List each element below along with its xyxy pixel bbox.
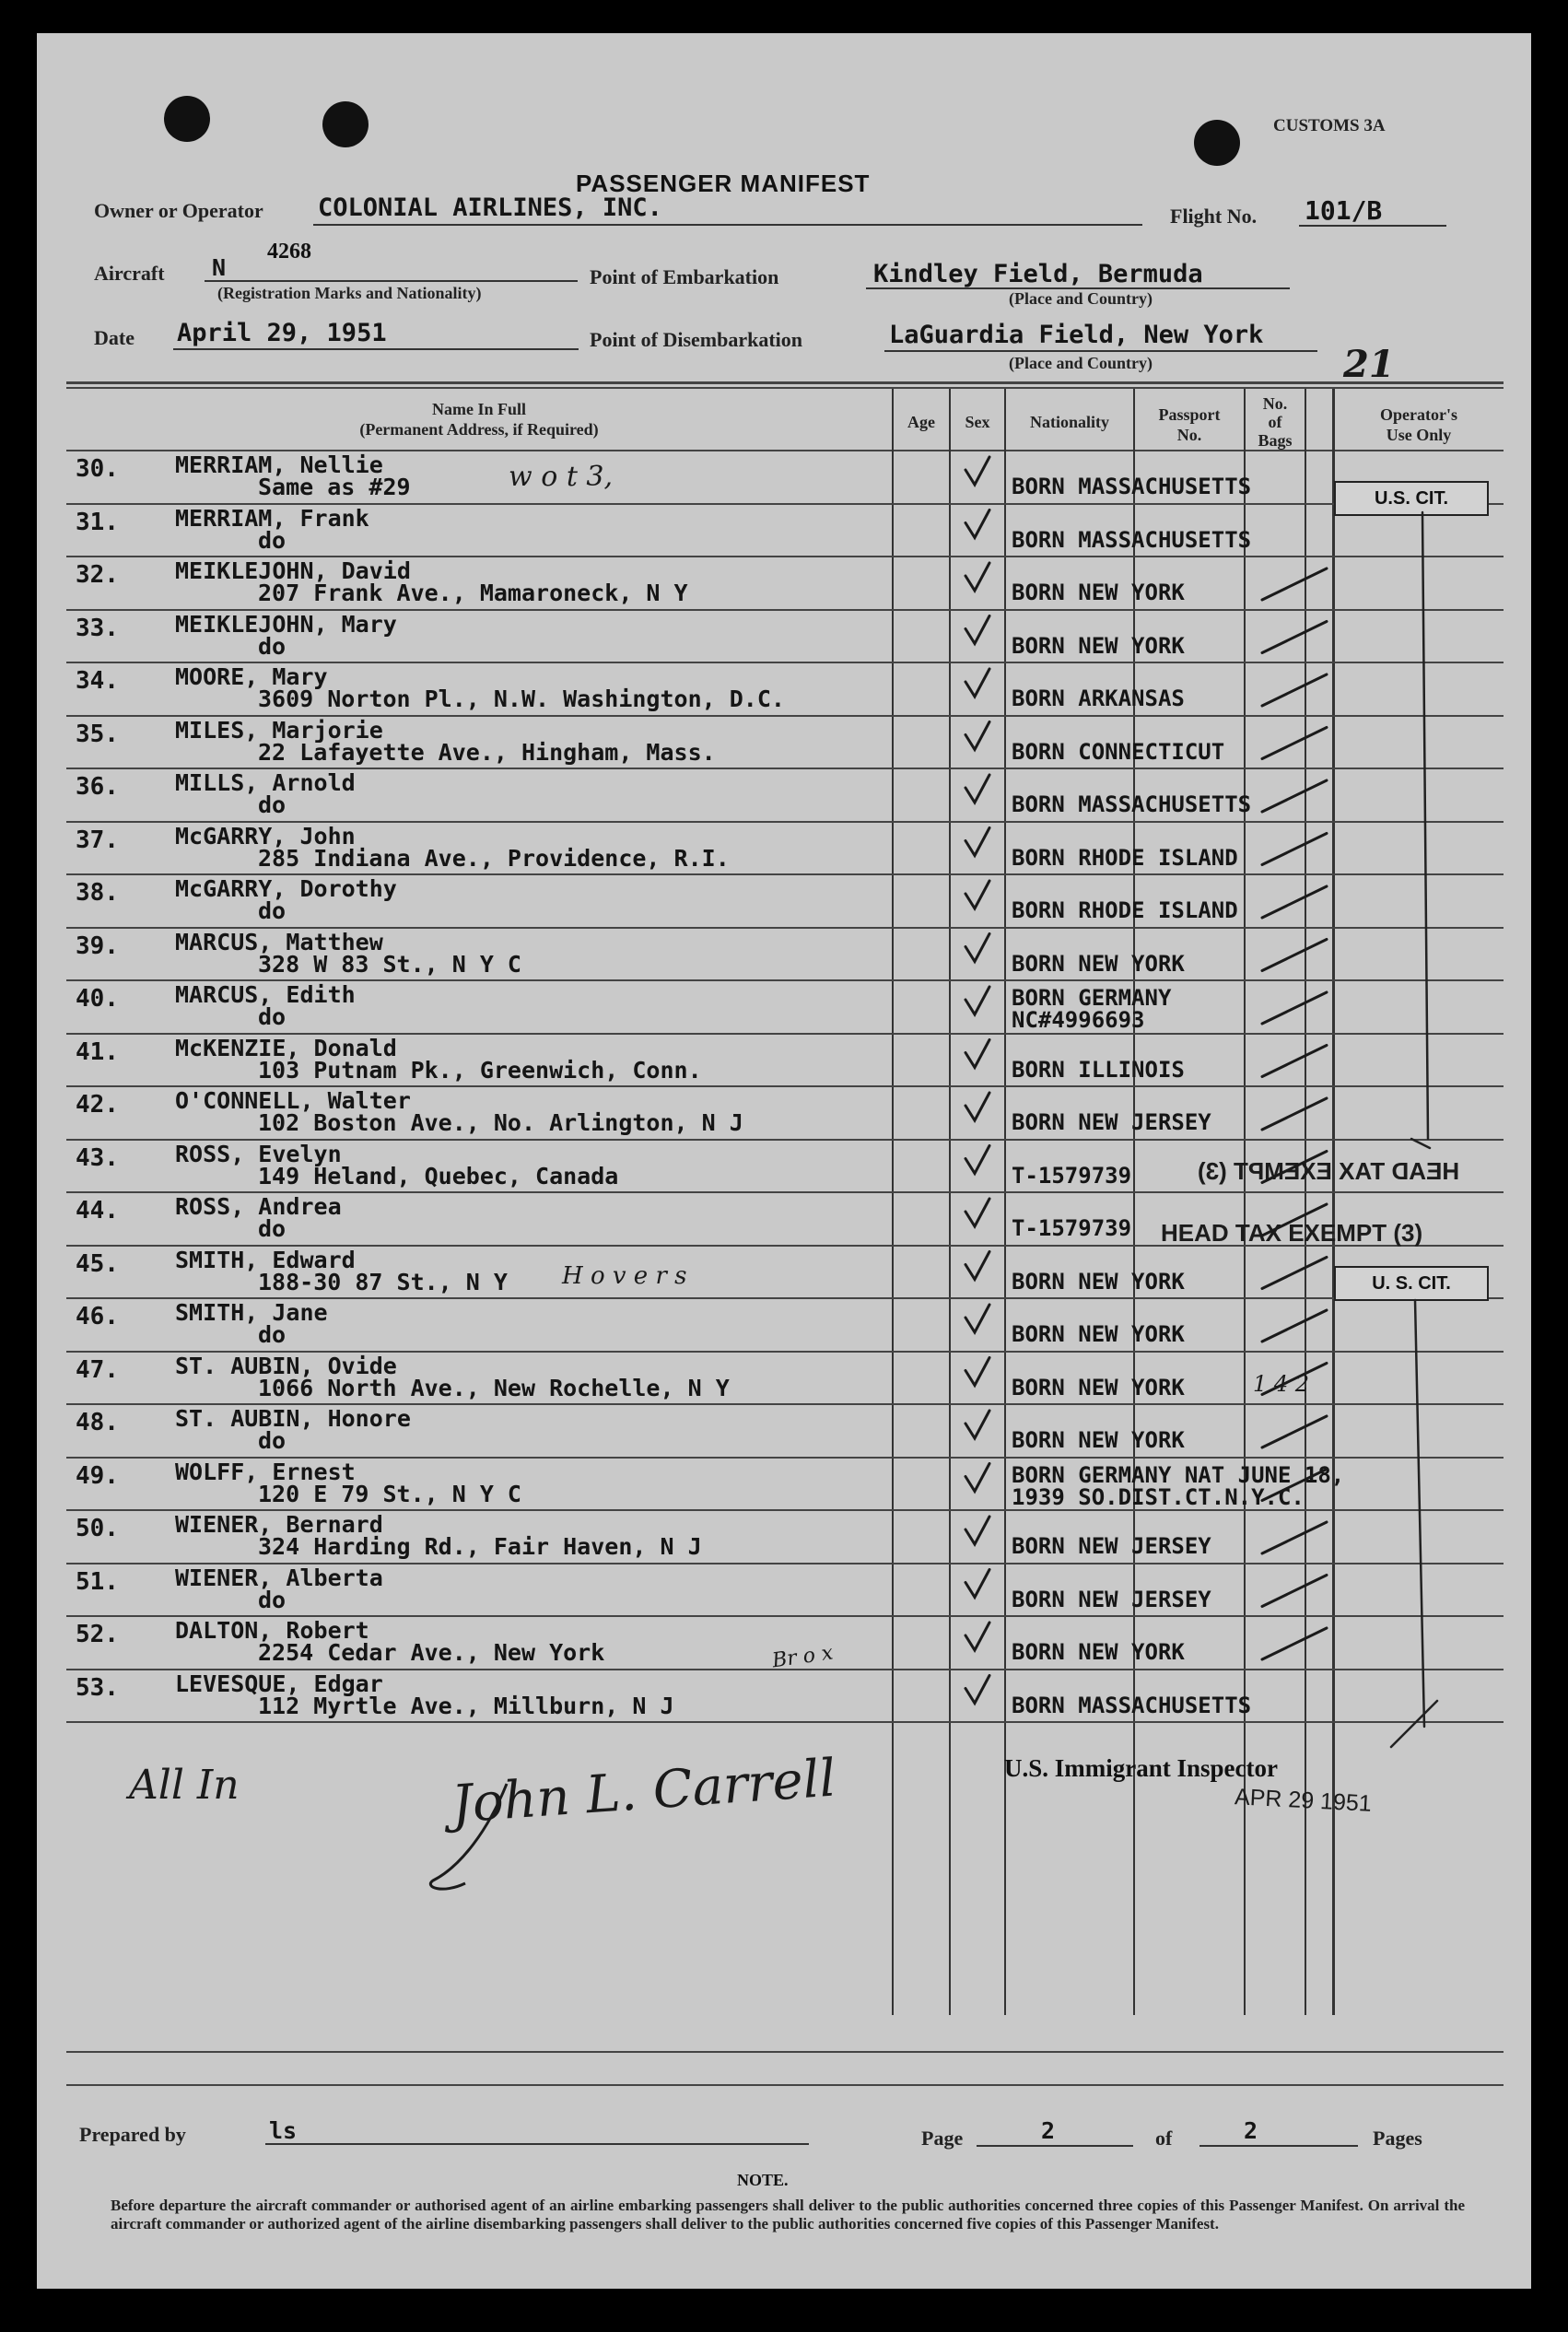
prepared-by-label: Prepared by — [79, 2123, 186, 2146]
of-label: of — [1155, 2127, 1173, 2150]
row-number: 50. — [76, 1515, 119, 1542]
sex-check-mark — [965, 828, 989, 856]
sex-check-mark — [965, 1305, 989, 1332]
passenger-address: 324 Harding Rd., Fair Haven, N J — [258, 1533, 702, 1560]
passenger-name: ST. AUBIN, Honore — [175, 1405, 411, 1432]
all-in-note: All In — [129, 1762, 240, 1809]
sex-check-mark — [965, 1676, 989, 1704]
row-number: 37. — [76, 826, 119, 854]
handwritten-note-row30: w o t 3, — [509, 461, 614, 493]
passenger-address: do — [258, 526, 287, 554]
passenger-nationality: BORN NEW YORK — [1012, 1321, 1185, 1347]
handwritten-total: 21 — [1343, 343, 1395, 386]
passenger-address: do — [258, 1215, 287, 1242]
passenger-address: do — [258, 632, 287, 660]
passenger-address: 207 Frank Ave., Mamaroneck, N Y — [258, 580, 688, 606]
embarkation-value: Kindley Field, Bermuda — [873, 260, 1203, 288]
sex-check-mark — [965, 722, 989, 750]
passenger-name: MERRIAM, Nellie — [175, 451, 383, 478]
sex-check-mark — [965, 1146, 989, 1174]
passenger-name: ST. AUBIN, Ovide — [175, 1352, 397, 1379]
passenger-nationality: BORN NEW YORK — [1012, 1639, 1185, 1665]
page-label: Page — [921, 2127, 964, 2150]
operator-slash-mark — [1262, 992, 1327, 1024]
manifest-page — [37, 33, 1531, 2289]
row-number: 41. — [76, 1037, 119, 1066]
operator-slash-mark — [1262, 1046, 1327, 1077]
operator-slash-mark — [1262, 1416, 1327, 1447]
col-age: Age — [907, 413, 935, 431]
operator-slash-mark — [1262, 834, 1327, 865]
passenger-name: WIENER, Alberta — [175, 1564, 383, 1591]
signature-flourish — [424, 1765, 977, 1904]
passenger-name: ROSS, Andrea — [175, 1193, 342, 1220]
passenger-name: MEIKLEJOHN, David — [175, 557, 411, 584]
us-citizen-stamp: U.S. CIT. — [1334, 481, 1489, 516]
handwritten-note-row47: 1 4 2 — [1253, 1371, 1310, 1397]
operator-slash-mark — [1262, 1470, 1327, 1501]
row-number: 43. — [76, 1143, 119, 1172]
passenger-nationality: BORN NEW YORK — [1012, 580, 1185, 605]
operator-slash-mark — [1262, 1628, 1327, 1659]
passenger-nationality: BORN ARKANSAS — [1012, 686, 1185, 711]
head-tax-exempt-mirrored-stamp: HEAD TAX EXEMPT (3) — [1198, 1157, 1460, 1185]
flight-label: Flight No. — [1170, 205, 1258, 228]
passenger-nationality: BORN NEW YORK — [1012, 950, 1185, 977]
passenger-nationality: BORN GERMANY NAT JUNE 18, — [1012, 1461, 1345, 1488]
passenger-name: MERRIAM, Frank — [175, 504, 369, 532]
col-passport-2: No. — [1176, 426, 1202, 444]
passenger-name: MILLS, Arnold — [175, 769, 356, 796]
row-number: 53. — [76, 1673, 119, 1702]
col-sex: Sex — [965, 413, 990, 431]
passenger-name: WOLFF, Ernest — [175, 1458, 356, 1485]
col-bags-3: Bags — [1258, 431, 1293, 450]
row-number: 49. — [76, 1461, 119, 1490]
passenger-address: 103 Putnam Pk., Greenwich, Conn. — [258, 1056, 702, 1084]
sex-check-mark — [965, 616, 989, 644]
passenger-address: 22 Lafayette Ave., Hingham, Mass. — [258, 738, 716, 766]
row-number: 48. — [76, 1409, 119, 1436]
handwritten-marks — [37, 33, 1531, 2289]
disembarkation-sublabel: (Place and Country) — [1009, 354, 1153, 372]
passenger-nationality: BORN CONNECTICUT — [1012, 738, 1225, 765]
row-number: 34. — [76, 667, 119, 695]
head-tax-exempt-stamp: HEAD TAX EXEMPT (3) — [1161, 1219, 1423, 1247]
passenger-nationality: BORN MASSACHUSETTS — [1012, 526, 1252, 553]
col-passport-1: Passport — [1158, 405, 1221, 424]
passenger-name: MOORE, Mary — [175, 663, 328, 690]
customs-form-id: CUSTOMS 3A — [1273, 116, 1386, 135]
col-bags-1: No. — [1262, 394, 1288, 413]
operator-slash-mark — [1262, 1310, 1327, 1342]
disembarkation-value: LaGuardia Field, New York — [889, 321, 1264, 349]
aircraft-number: 4268 — [267, 240, 311, 264]
row-number: 32. — [76, 561, 119, 589]
row-number: 47. — [76, 1355, 119, 1384]
passenger-name: MARCUS, Matthew — [175, 928, 383, 955]
note-title: NOTE. — [737, 2171, 789, 2189]
sex-check-mark — [965, 1464, 989, 1492]
date-label: Date — [94, 326, 135, 349]
operator-slash-mark — [1262, 568, 1327, 600]
sex-check-mark — [965, 457, 989, 485]
col-operator-1: Operator's — [1380, 405, 1457, 424]
note-text: Before departure the aircraft commander or authorised agent of an airline embarking passengers shall deliver to the public authorities concerned three copies of this Passenger Manifest. On arrival the aircraft commander or authorized agent of the airline disembarking passengers shall deliver to the public authorities concerned five copies of this Passenger Manifest. — [111, 2197, 1465, 2232]
passenger-name: DALTON, Robert — [175, 1617, 369, 1644]
owner-label: Owner or Operator — [94, 199, 263, 222]
passenger-name: MARCUS, Edith — [175, 981, 356, 1008]
passenger-nationality: BORN MASSACHUSETTS — [1012, 474, 1252, 499]
operator-slash-mark — [1262, 1364, 1327, 1395]
passenger-nationality: BORN MASSACHUSETTS — [1012, 791, 1252, 817]
operator-slash-mark — [1262, 674, 1327, 706]
sex-check-mark — [965, 1040, 989, 1068]
passenger-address: do — [258, 1586, 287, 1613]
operator-slash-mark — [1262, 1258, 1327, 1289]
operator-slash-mark — [1262, 728, 1327, 759]
passenger-nationality: BORN MASSACHUSETTS — [1012, 1692, 1252, 1718]
sex-check-mark — [965, 1623, 989, 1650]
row-number: 40. — [76, 985, 119, 1013]
row-number: 45. — [76, 1249, 119, 1278]
embarkation-label: Point of Embarkation — [590, 265, 779, 288]
passenger-name: MEIKLEJOHN, Mary — [175, 610, 397, 638]
passenger-nationality: BORN NEW YORK — [1012, 1374, 1185, 1400]
passenger-address: do — [258, 1427, 287, 1454]
sex-check-mark — [965, 881, 989, 908]
sex-check-mark — [965, 510, 989, 538]
row-number: 52. — [76, 1621, 119, 1648]
inspector-title: U.S. Immigrant Inspector — [1004, 1754, 1278, 1782]
total-pages-value: 2 — [1244, 2117, 1258, 2144]
operator-slash-mark — [1262, 940, 1327, 971]
passenger-nationality: BORN NEW JERSEY — [1012, 1586, 1211, 1612]
row-number: 36. — [76, 773, 119, 801]
passenger-address: do — [258, 1003, 287, 1030]
col-nationality: Nationality — [1029, 413, 1109, 431]
date-value: April 29, 1951 — [177, 319, 387, 347]
sex-check-mark — [965, 669, 989, 697]
passenger-name: SMITH, Jane — [175, 1299, 328, 1326]
row-number: 46. — [76, 1303, 119, 1330]
col-name-title: Name In Full — [431, 400, 526, 418]
passenger-address: 112 Myrtle Ave., Millburn, N J — [258, 1692, 674, 1719]
passenger-nationality: BORN RHODE ISLAND — [1012, 844, 1238, 871]
aircraft-label: Aircraft — [94, 262, 165, 285]
flight-value: 101/B — [1305, 195, 1383, 226]
passenger-address: 149 Heland, Quebec, Canada — [258, 1162, 619, 1189]
row-number: 51. — [76, 1567, 119, 1596]
passenger-address: 102 Boston Ave., No. Arlington, N J — [258, 1109, 743, 1136]
passenger-address: 2254 Cedar Ave., New York — [258, 1639, 605, 1666]
operator-slash-mark — [1262, 1152, 1327, 1183]
owner-value: COLONIAL AIRLINES, INC. — [318, 193, 662, 222]
row-number: 33. — [76, 614, 119, 642]
aircraft-prefix: N — [212, 254, 227, 281]
aircraft-sublabel: (Registration Marks and Nationality) — [217, 284, 482, 302]
row-number: 35. — [76, 720, 119, 748]
passenger-nationality: BORN NEW YORK — [1012, 1427, 1185, 1453]
passenger-address: 328 W 83 St., N Y C — [258, 950, 521, 978]
sex-check-mark — [965, 1517, 989, 1544]
passenger-address: 285 Indiana Ave., Providence, R.I. — [258, 844, 730, 872]
sex-check-mark — [965, 1411, 989, 1438]
embarkation-sublabel: (Place and Country) — [1009, 289, 1153, 308]
passenger-nationality: BORN NEW JERSEY — [1012, 1109, 1211, 1135]
row-number: 38. — [76, 879, 119, 907]
passenger-name: McGARRY, Dorothy — [175, 875, 397, 902]
passenger-address: 120 E 79 St., N Y C — [258, 1480, 521, 1507]
passenger-nationality: T-1579739 — [1012, 1215, 1132, 1241]
operator-slash-mark — [1262, 1204, 1327, 1236]
passenger-address: 188-30 87 St., N Y — [258, 1268, 508, 1295]
col-operator-2: Use Only — [1386, 426, 1452, 444]
passenger-address: 1066 North Ave., New Rochelle, N Y — [258, 1374, 730, 1401]
operator-slash-mark — [1262, 780, 1327, 812]
form-title: PASSENGER MANIFEST — [576, 170, 871, 197]
operator-slash-mark — [1262, 1522, 1327, 1553]
sex-check-mark — [965, 934, 989, 962]
row-number: 44. — [76, 1197, 119, 1225]
col-bags-2: of — [1268, 413, 1282, 431]
operator-slash-mark — [1262, 886, 1327, 918]
handwritten-note-row45: H o v e r s — [562, 1262, 687, 1290]
operator-slash-mark — [1262, 622, 1327, 653]
page-value: 2 — [1041, 2117, 1056, 2144]
passenger-nationality: BORN NEW YORK — [1012, 632, 1185, 659]
passenger-nationality-extra: NC#4996693 — [1012, 1007, 1145, 1033]
row-number: 30. — [76, 455, 119, 483]
passenger-address: do — [258, 1321, 287, 1348]
passenger-name: SMITH, Edward — [175, 1246, 356, 1273]
passenger-nationality: BORN NEW YORK — [1012, 1268, 1185, 1295]
row-number: 39. — [76, 932, 119, 960]
passenger-nationality: BORN GERMANY — [1012, 985, 1172, 1011]
passenger-nationality: BORN RHODE ISLAND — [1012, 897, 1238, 923]
sex-check-mark — [965, 1199, 989, 1226]
passenger-name: O'CONNELL, Walter — [175, 1087, 411, 1114]
us-citizen-stamp-2: U. S. CIT. — [1334, 1266, 1489, 1301]
passenger-name: McGARRY, John — [175, 822, 356, 850]
passenger-name: McKENZIE, Donald — [175, 1034, 397, 1061]
passenger-address: do — [258, 791, 287, 818]
passenger-name: WIENER, Bernard — [175, 1511, 383, 1538]
operator-slash-mark — [1262, 1576, 1327, 1607]
inspection-date-stamp: APR 29 1951 — [1234, 1784, 1373, 1817]
passenger-address: do — [258, 897, 287, 924]
sex-check-mark — [965, 1570, 989, 1598]
sex-check-mark — [965, 775, 989, 803]
passenger-address: Same as #29 — [258, 474, 411, 500]
handwritten-note-row52: Br o x — [770, 1641, 835, 1673]
pages-label: Pages — [1373, 2127, 1422, 2150]
passenger-nationality: BORN ILLINOIS — [1012, 1056, 1185, 1083]
sex-check-mark — [965, 987, 989, 1014]
passenger-nationality: BORN NEW JERSEY — [1012, 1533, 1211, 1559]
row-number: 31. — [76, 508, 119, 536]
inspector-signature: John L. Carrell — [450, 1748, 838, 1835]
passenger-address: 3609 Norton Pl., N.W. Washington, D.C. — [258, 686, 785, 712]
passenger-name: MILES, Marjorie — [175, 716, 383, 744]
passenger-name: LEVESQUE, Edgar — [175, 1670, 383, 1697]
disembarkation-label: Point of Disembarkation — [590, 328, 802, 351]
sex-check-mark — [965, 1093, 989, 1120]
col-name-subtitle: (Permanent Address, if Required) — [359, 420, 599, 439]
passenger-nationality: T-1579739 — [1012, 1162, 1132, 1189]
passenger-nationality-extra: 1939 SO.DIST.CT.N.Y.C. — [1012, 1483, 1305, 1510]
operator-slash-mark — [1262, 1098, 1327, 1130]
sex-check-mark — [965, 1252, 989, 1280]
sex-check-mark — [965, 563, 989, 591]
passenger-name: ROSS, Evelyn — [175, 1140, 342, 1167]
prepared-by-value: ls — [269, 2117, 298, 2144]
row-number: 42. — [76, 1091, 119, 1119]
sex-check-mark — [965, 1358, 989, 1386]
